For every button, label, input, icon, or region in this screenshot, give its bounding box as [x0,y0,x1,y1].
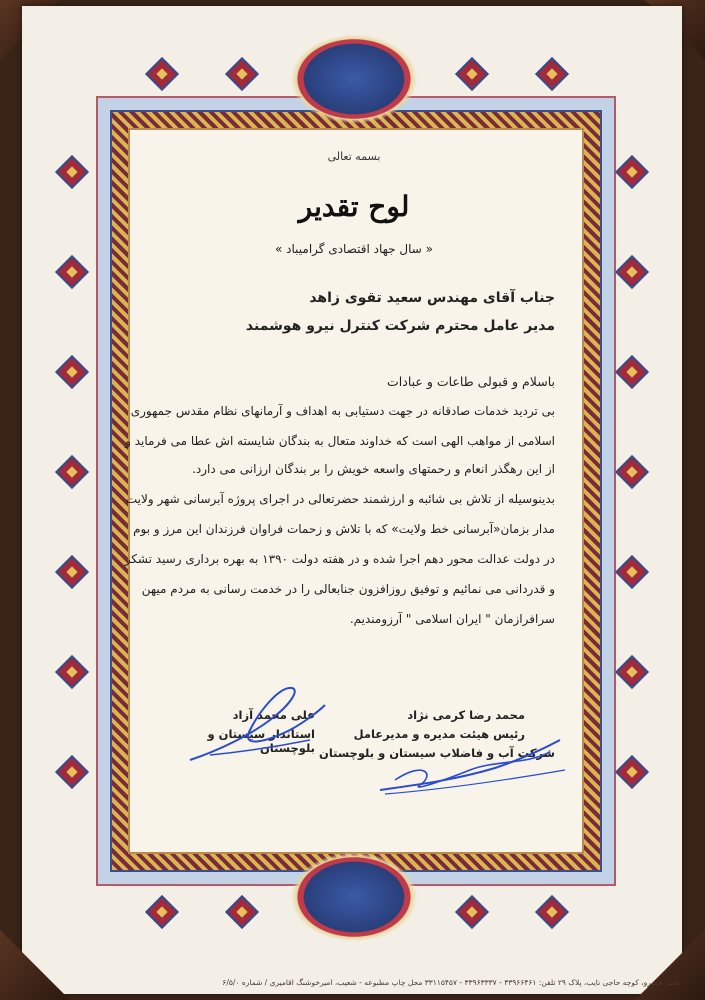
certificate-title: لوح تقدیر [298,190,410,223]
bismillah-heading: بسمه تعالی [327,150,381,163]
body-line: و قدردانی می نمائیم و توفیق روزافزون جنابعالی را در خدمت رسانی به مردم میهن [141,582,555,596]
body-line: مدار بزمان«آبرسانی خط ولایت» که با تلاش و زحمات فراوان فرزندان این مرز و بوم [133,522,555,536]
body-line: در دولت عدالت محور دهم اجرا شده و در هفته دولت ۱۳۹۰ به بهره برداری رسید تشکر [124,552,555,566]
year-slogan: « سال جهاد اقتصادی گرامیباد » [275,242,433,256]
recipient-name: جناب آقای مهندس سعید تقوی زاهد [309,290,555,306]
right-signatory-name: محمد رضا کرمی نژاد [407,708,525,722]
body-line: اسلامی از مواهب الهی است که خداوند متعال به بندگان شایسته اش عطا می فرماید و [125,434,555,448]
body-line: بدینوسیله از تلاش بی شائبه و ارزشمند حضرتعالی در اجرای پروژه آبرسانی شهر ولایت [125,492,555,506]
left-handwritten-signature [180,680,330,770]
body-line: از این رهگذر انعام و رحمتهای واسعه خویش را بر بندگان ارزانی می دارد. [192,462,555,476]
left-signatory-title: استاندار سیستان و بلوچستان [207,727,315,755]
recipient-position: مدیر عامل محترم شرکت کنترل نیرو هوشمند [245,318,555,334]
greeting-line: باسلام و قبولی طاعات و عبادات [387,374,555,389]
right-signatory-organization: شرکت آب و فاضلاب سیستان و بلوچستان [319,746,555,760]
printer-footer: ناصر خسرو، کوچه حاجی نایب، پلاک ۲۹ تلفن: ۳۳۹۶۶۴۶۱ - ۳۳۹۶۳۳۳۷ - ۳۳۱۱۵۴۵۷ محل چاپ مطبوعه - شعیب، امیرخوشنگ اقامیری / شماره ۶/۵/۰ [222,978,680,987]
body-line: سرافرازمان " ایران اسلامی " آرزومندیم. [349,612,555,626]
bottom-medallion-ornament [290,852,418,942]
left-signatory-name: علی محمد آزاد [232,708,315,722]
top-medallion-ornament [290,34,418,124]
right-handwritten-signature [375,730,575,800]
body-line: بی تردید خدمات صادقانه در جهت دستیابی به اهداف و آرمانهای نظام مقدس جمهوری [130,404,555,418]
right-signatory-title: رئیس هیئت مدیره و مدیرعامل [353,727,525,741]
